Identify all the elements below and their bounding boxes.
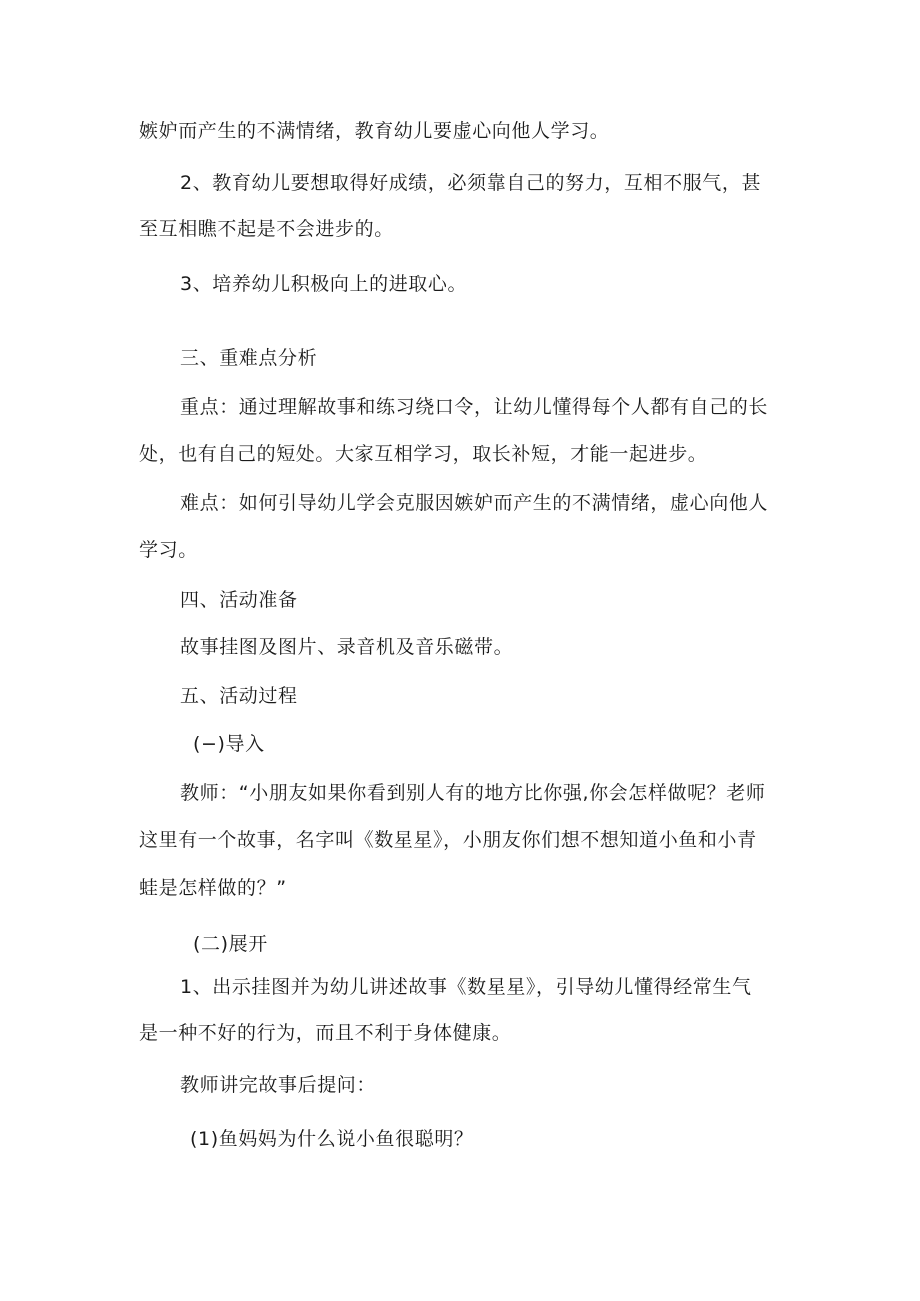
subsection-heading: (−)导入 — [193, 733, 265, 755]
section-heading: 四、活动准备 — [180, 589, 298, 611]
paragraph-line: 学习。 — [139, 539, 198, 561]
subsection-heading: (二)展开 — [193, 933, 268, 955]
paragraph-line: 嫉妒而产生的不满情绪，教育幼儿要虚心向他人学习。 — [139, 120, 610, 142]
paragraph-line: 是一种不好的行为，而且不利于身体健康。 — [139, 1022, 512, 1044]
paragraph-line: 故事挂图及图片、录音机及音乐磁带。 — [180, 636, 514, 658]
paragraph-line: 蛙是怎样做的？” — [139, 877, 287, 899]
section-heading: 三、重难点分析 — [180, 347, 318, 369]
section-heading: 五、活动过程 — [180, 685, 298, 707]
paragraph-line: 3、培养幼儿积极向上的进取心。 — [180, 273, 468, 295]
paragraph-line: 处，也有自己的短处。大家互相学习，取长补短，才能一起进步。 — [139, 443, 708, 465]
paragraph-line: 至互相瞧不起是不会进步的。 — [139, 218, 394, 240]
paragraph-line: 重点：通过理解故事和练习绕口令，让幼儿懂得每个人都有自己的长 — [180, 396, 769, 418]
paragraph-line: 教师：“小朋友如果你看到别人有的地方比你强,你会怎样做呢？老师 — [180, 782, 766, 804]
paragraph-line: 2、教育幼儿要想取得好成绩，必须靠自己的努力，互相不服气，甚 — [180, 172, 762, 194]
paragraph-line: 这里有一个故事，名字叫《数星星》，小朋友你们想不想知道小鱼和小青 — [139, 829, 757, 851]
paragraph-line: 教师讲完故事后提问： — [180, 1074, 377, 1096]
paragraph-line: 1、出示挂图并为幼儿讲述故事《数星星》，引导幼儿懂得经常生气 — [180, 976, 752, 998]
question-item: (1)鱼妈妈为什么说小鱼很聪明？ — [190, 1128, 474, 1150]
paragraph-line: 难点：如何引导幼儿学会克服因嫉妒而产生的不满情绪，虚心向他人 — [180, 492, 769, 514]
